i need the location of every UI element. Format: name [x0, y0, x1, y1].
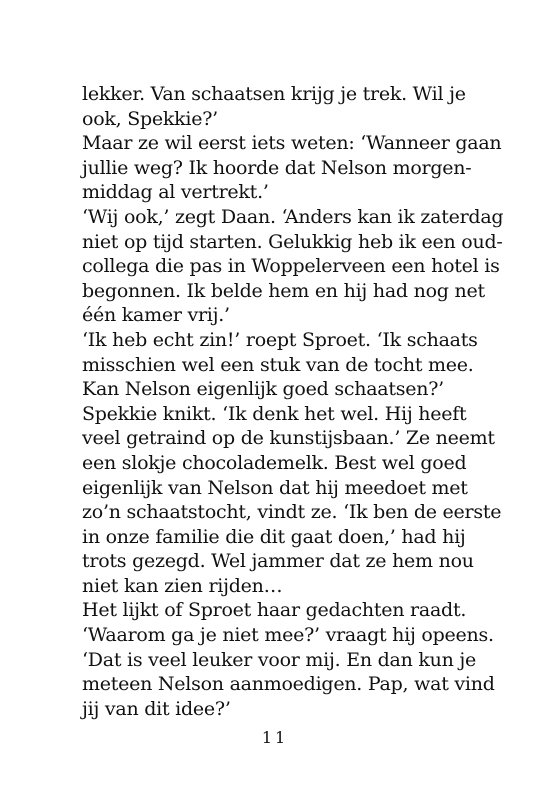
- text-line: ‘Waarom ga je niet mee?’ vraagt hij opeens.: [82, 624, 494, 647]
- text-line: niet op tijd starten. Gelukkig heb ik een oud-: [82, 230, 503, 253]
- text-line: een slokje chocolademelk. Best wel goed: [82, 451, 467, 474]
- page-number: 11: [261, 728, 289, 747]
- text-line: niet kan zien rijden…: [82, 574, 283, 597]
- text-line: één kamer vrij.’: [82, 304, 230, 327]
- text-line: trots gezegd. Wel jammer dat ze hem nou: [82, 550, 474, 573]
- text-line: ‘Ik heb echt zin!’ roept Sproet. ‘Ik schaats: [82, 328, 478, 351]
- text-line: eigenlijk van Nelson dat hij meedoet met: [82, 476, 468, 499]
- text-line: zo’n schaatstocht, vindt ze. ‘Ik ben de eerste: [82, 501, 502, 524]
- text-line: Kan Nelson eigenlijk goed schaatsen?’: [82, 378, 444, 401]
- text-line: in onze familie die dit gaat doen,’ had hij: [82, 525, 466, 548]
- text-line: jullie weg? Ik hoorde dat Nelson morgen-: [82, 156, 472, 179]
- text-line: veel getraind op de kunstijsbaan.’ Ze neemt: [82, 427, 495, 450]
- body-text: [82, 82, 504, 721]
- text-line: collega die pas in Woppelerveen een hotel is: [82, 255, 500, 278]
- text-line: meteen Nelson aanmoedigen. Pap, wat vind: [82, 673, 495, 696]
- text-line: ‘Wij ook,’ zegt Daan. ‘Anders kan ik zaterdag: [82, 205, 504, 228]
- text-line: begonnen. Ik belde hem en hij had nog net: [82, 279, 485, 302]
- text-line: jij van dit idee?’: [82, 697, 231, 720]
- text-line: misschien wel een stuk van de tocht mee.: [82, 353, 474, 376]
- text-line: ook, Spekkie?’: [82, 107, 218, 130]
- text-line: ‘Dat is veel leuker voor mij. En dan kun je: [82, 648, 477, 671]
- text-line: Spekkie knikt. ‘Ik denk het wel. Hij heeft: [82, 402, 467, 425]
- text-line: Het lijkt of Sproet haar gedachten raadt.: [82, 599, 467, 622]
- text-line: middag al vertrekt.’: [82, 181, 269, 204]
- text-line: lekker. Van schaatsen krijg je trek. Wil je: [82, 83, 466, 105]
- text-line: Maar ze wil eerst iets weten: ‘Wanneer gaan: [82, 132, 502, 155]
